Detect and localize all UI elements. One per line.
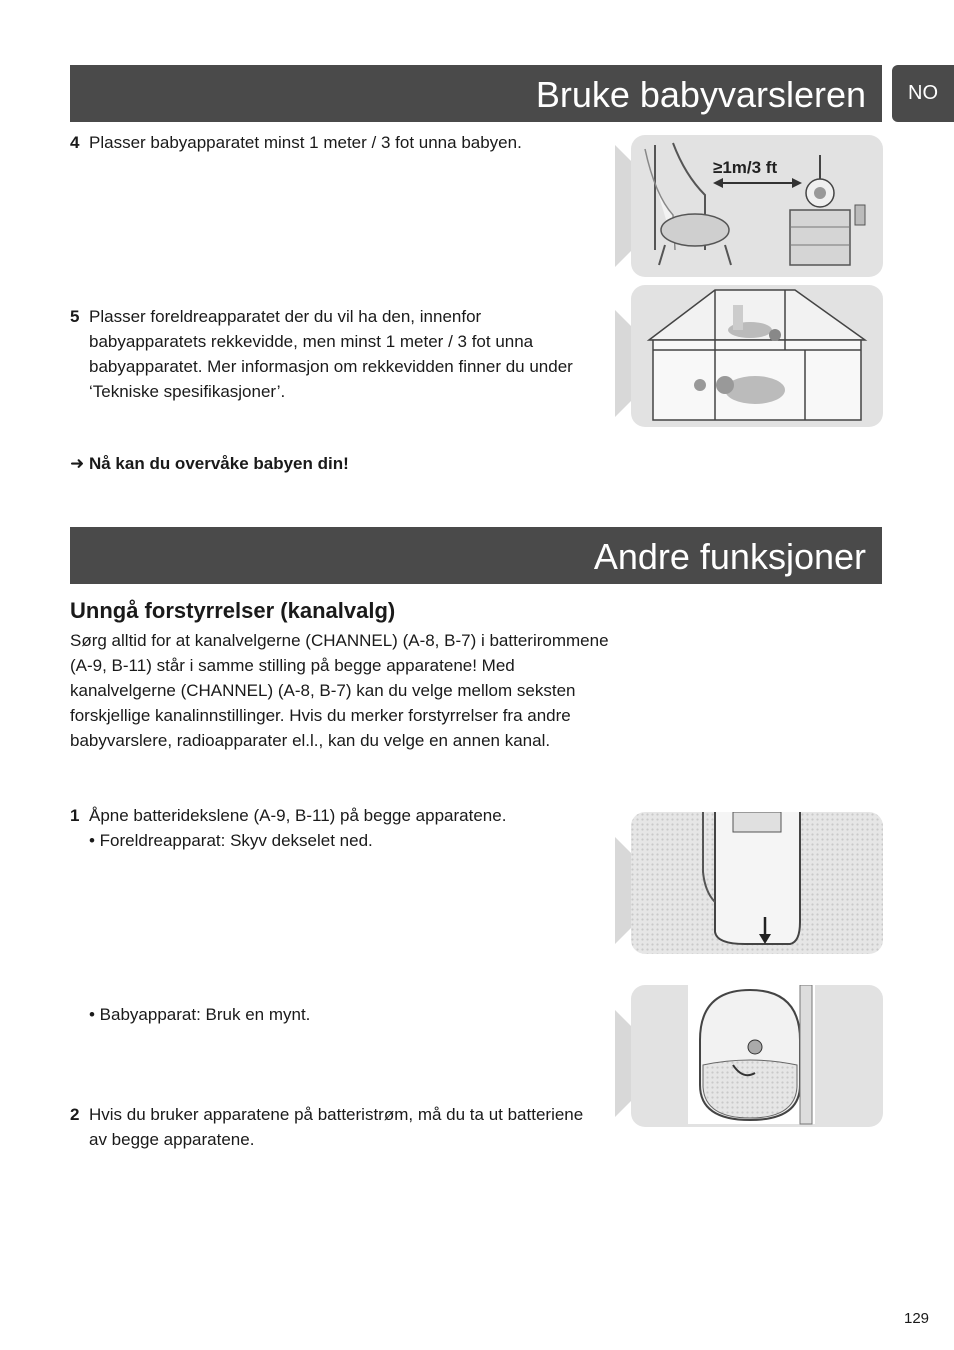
step-1 xyxy=(70,803,600,828)
intro-paragraph: Sørg alltid for at kanalvelgerne (CHANNEL) (A-8, B-7) i batterirommene (A-9, B-11) står i samme stilling på begge apparatene! Med kanalvelgerne (CHANNEL) (A-8, B-7) kan du velge mellom seksten forskjellige kanalinnstillinger. Hvis du merker forstyrrelser fra andre babyvarslere, radioapparater el.l., kan du velge en annen kanal. xyxy=(70,631,609,750)
step-4 xyxy=(70,130,600,155)
step-5 xyxy=(70,304,600,404)
distance-label: ≥1m/3 ft xyxy=(713,158,778,177)
step-number: 2 xyxy=(70,1105,80,1124)
illustration-distance-baby-unit xyxy=(615,135,883,277)
section-title-andre-funksjoner: Andre funksjoner xyxy=(70,527,882,584)
language-tab: NO xyxy=(892,65,954,122)
step-number: 5 xyxy=(70,307,80,326)
section-title-bruke-babyvarsleren: Bruke babyvarsleren xyxy=(70,65,882,122)
illustration-baby-unit-coin xyxy=(615,985,883,1127)
bullet-parent-unit: • Foreldreapparat: Skyv dekselet ned. xyxy=(89,831,373,850)
bullet-baby-unit: • Babyapparat: Bruk en mynt. xyxy=(89,1005,311,1024)
step-text: Hvis du bruker apparatene på batteristrøm, må du ta ut batteriene av begge apparatene. xyxy=(89,1105,584,1149)
step-text: Plasser babyapparatet minst 1 meter / 3 fot unna babyen. xyxy=(89,133,522,152)
step-text: Åpne batteridekslene (A-9, B-11) på begge apparatene. xyxy=(89,806,507,825)
illustration-parent-unit-cover xyxy=(615,812,883,954)
illustration-house-range xyxy=(615,285,883,427)
page-number: 129 xyxy=(904,1310,930,1327)
step-text: Plasser foreldreapparatet der du vil ha den, innenfor babyapparatets rekkevidde, men minst 1 meter / 3 fot unna babyapparatet. Mer informasjon om rekkevidden finner du under ‘Tekniske spesifikasjoner’. xyxy=(89,307,573,401)
subheading-kanalvalg: Unngå forstyrrelser (kanalvalg) xyxy=(70,598,396,623)
step-2 xyxy=(70,1102,600,1152)
step-number: 4 xyxy=(70,133,80,152)
result-message: ➜ Nå kan du overvåke babyen din! xyxy=(70,454,349,473)
step-number: 1 xyxy=(70,806,80,825)
